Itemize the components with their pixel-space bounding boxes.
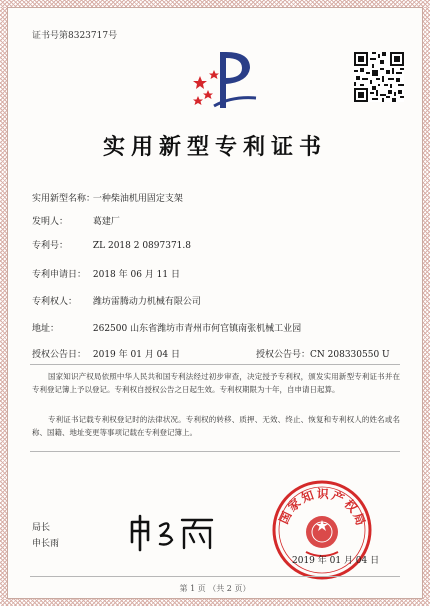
body-paragraph: 专利证书记载专利权登记时的法律状况。专利权的转移、质押、无效、终止、恢复和专利权人的姓名或名称、国籍、地址变更等事项记载在专利登记簿上。 — [32, 415, 400, 437]
field-value: ZL 2018 2 0897371.8 — [92, 241, 191, 251]
field-utility-model-name — [32, 191, 183, 204]
field-label: 专利权人： — [32, 297, 78, 307]
field-address — [32, 321, 301, 334]
field-value: 262500 山东省潍坊市青州市何官镇南张机械工业园 — [92, 324, 302, 334]
field-inventor — [32, 214, 120, 227]
field-label: 授权公告号： — [256, 350, 311, 360]
field-filing-date — [32, 267, 180, 280]
field-patent-number — [32, 238, 191, 251]
seal-text: 国家知识产权局 — [276, 486, 369, 530]
field-label: 地址： — [32, 324, 60, 334]
signatory-name: 申长雨 — [32, 539, 60, 549]
divider — [30, 364, 400, 365]
qr-code-icon — [354, 52, 404, 102]
field-value: 潍坊雷腾动力机械有限公司 — [92, 297, 201, 307]
official-seal-icon — [270, 478, 374, 582]
field-label: 专利号： — [32, 241, 69, 251]
handwritten-signature-icon — [126, 512, 218, 552]
cnipa-logo-icon — [186, 46, 260, 112]
field-grant-date — [32, 347, 180, 360]
field-value: CN 208330550 U — [310, 350, 390, 360]
document-title: 实用新型专利证书 — [102, 134, 327, 160]
divider — [30, 451, 400, 452]
field-value: 2018 年 06 月 11 日 — [92, 270, 180, 280]
field-label: 发明人： — [32, 217, 69, 227]
certificate-number: 证书号第8323717号 — [32, 31, 118, 41]
body-paragraph: 国家知识产权局依照中华人民共和国专利法经过初步审查，决定授予专利权，颁发实用新型专利证书并在专利登记簿上予以登记。专利权自授权公告之日起生效。专利权期限为十年，自申请日起算。 — [32, 372, 400, 394]
field-value: 2019 年 01 月 04 日 — [92, 350, 180, 360]
field-label: 专利申请日： — [32, 270, 87, 280]
field-patentee — [32, 294, 201, 307]
certificate-inner — [7, 7, 423, 599]
issue-date: 2019 年 01 月 04 日 — [292, 556, 380, 566]
field-value: 葛建厂 — [92, 217, 120, 227]
field-grant-number — [256, 347, 390, 360]
divider — [30, 576, 400, 577]
signatory-title: 局长 — [32, 523, 51, 533]
field-label: 授权公告日： — [32, 350, 87, 360]
field-value: 一种柴油机用固定支架 — [92, 194, 183, 204]
field-label: 实用新型名称： — [32, 194, 96, 204]
page-number: 第 1 页 （共 2 页） — [179, 584, 251, 593]
